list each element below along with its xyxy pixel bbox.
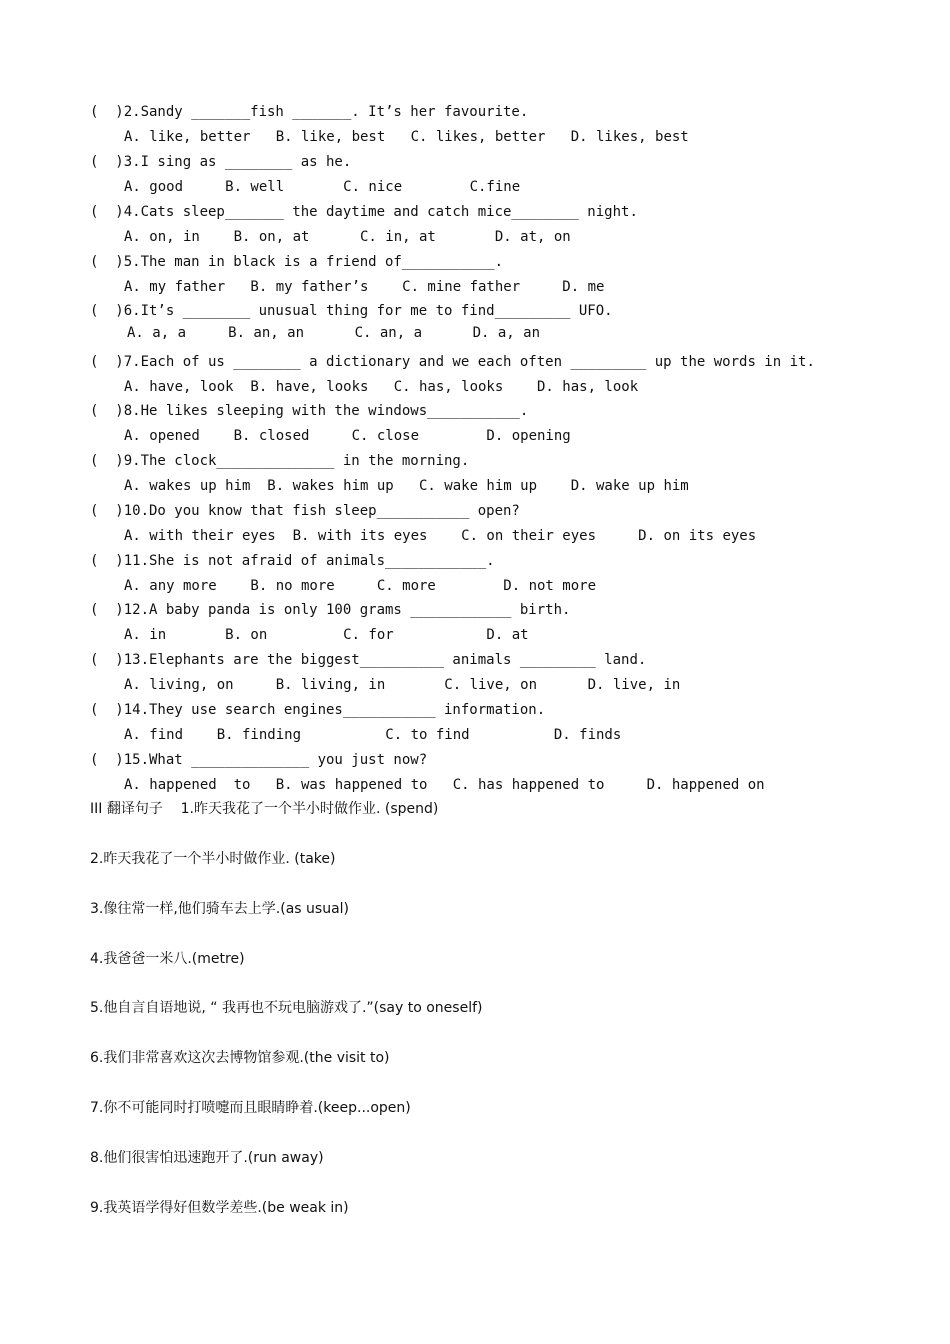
translation-2: 2.昨天我花了一个半小时做作业. (take) — [90, 851, 336, 867]
translation-9: 9.我英语学得好但数学差些.(be weak in) — [90, 1200, 349, 1216]
options-9: A. wakes up him B. wakes him up C. wake him up D. wake up him — [124, 478, 689, 494]
section-heading: III 翻译句子 1.昨天我花了一个半小时做作业. (spend) — [90, 801, 439, 817]
options-2: A. like, better B. like, best C. likes, better D. likes, best — [124, 129, 689, 145]
options-14: A. find B. finding C. to find D. finds — [124, 727, 622, 743]
question-13: ( )13.Elephants are the biggest__________ animals _________ land. — [90, 652, 647, 668]
options-8: A. opened B. closed C. close D. opening — [124, 428, 571, 444]
translation-6: 6.我们非常喜欢这次去博物馆参观.(the visit to) — [90, 1050, 390, 1066]
question-5: ( )5.The man in black is a friend of___________. — [90, 254, 504, 270]
question-7: ( )7.Each of us ________ a dictionary and we each often _________ up the words in it. — [90, 354, 815, 370]
question-2: ( )2.Sandy _______fish _______. It’s her favourite. — [90, 104, 529, 120]
translation-7: 7.你不可能同时打喷嚏而且眼睛睁着.(keep...open) — [90, 1100, 411, 1116]
options-13: A. living, on B. living, in C. live, on D. live, in — [124, 677, 681, 693]
options-7: A. have, look B. have, looks C. has, looks D. has, look — [124, 379, 639, 395]
options-12: A. in B. on C. for D. at — [124, 627, 529, 643]
question-8: ( )8.He likes sleeping with the windows___________. — [90, 403, 529, 419]
options-15: A. happened to B. was happened to C. has happened to D. happened on — [124, 777, 765, 793]
translation-5: 5.他自言自语地说, “ 我再也不玩电脑游戏了.”(say to oneself) — [90, 1000, 483, 1016]
options-6: A. a, a B. an, an C. an, a D. a, an — [127, 325, 541, 341]
question-9: ( )9.The clock______________ in the morning. — [90, 453, 470, 469]
question-10: ( )10.Do you know that fish sleep___________ open? — [90, 503, 520, 519]
question-14: ( )14.They use search engines___________ information. — [90, 702, 546, 718]
question-3: ( )3.I sing as ________ as he. — [90, 154, 352, 170]
translation-4: 4.我爸爸一米八.(metre) — [90, 951, 245, 967]
question-11: ( )11.She is not afraid of animals____________. — [90, 553, 495, 569]
options-5: A. my father B. my father’s C. mine father D. me — [124, 279, 605, 295]
translation-3: 3.像往常一样,他们骑车去上学.(as usual) — [90, 901, 350, 917]
question-4: ( )4.Cats sleep_______ the daytime and catch mice________ night. — [90, 204, 638, 220]
question-15: ( )15.What ______________ you just now? — [90, 752, 428, 768]
options-3: A. good B. well C. nice C.fine — [124, 179, 521, 195]
question-6: ( )6.It’s ________ unusual thing for me to find_________ UFO. — [90, 303, 613, 319]
options-4: A. on, in B. on, at C. in, at D. at, on — [124, 229, 571, 245]
options-10: A. with their eyes B. with its eyes C. on their eyes D. on its eyes — [124, 528, 757, 544]
options-11: A. any more B. no more C. more D. not more — [124, 578, 597, 594]
translation-8: 8.他们很害怕迅速跑开了.(run away) — [90, 1150, 324, 1166]
question-12: ( )12.A baby panda is only 100 grams ____________ birth. — [90, 602, 571, 618]
